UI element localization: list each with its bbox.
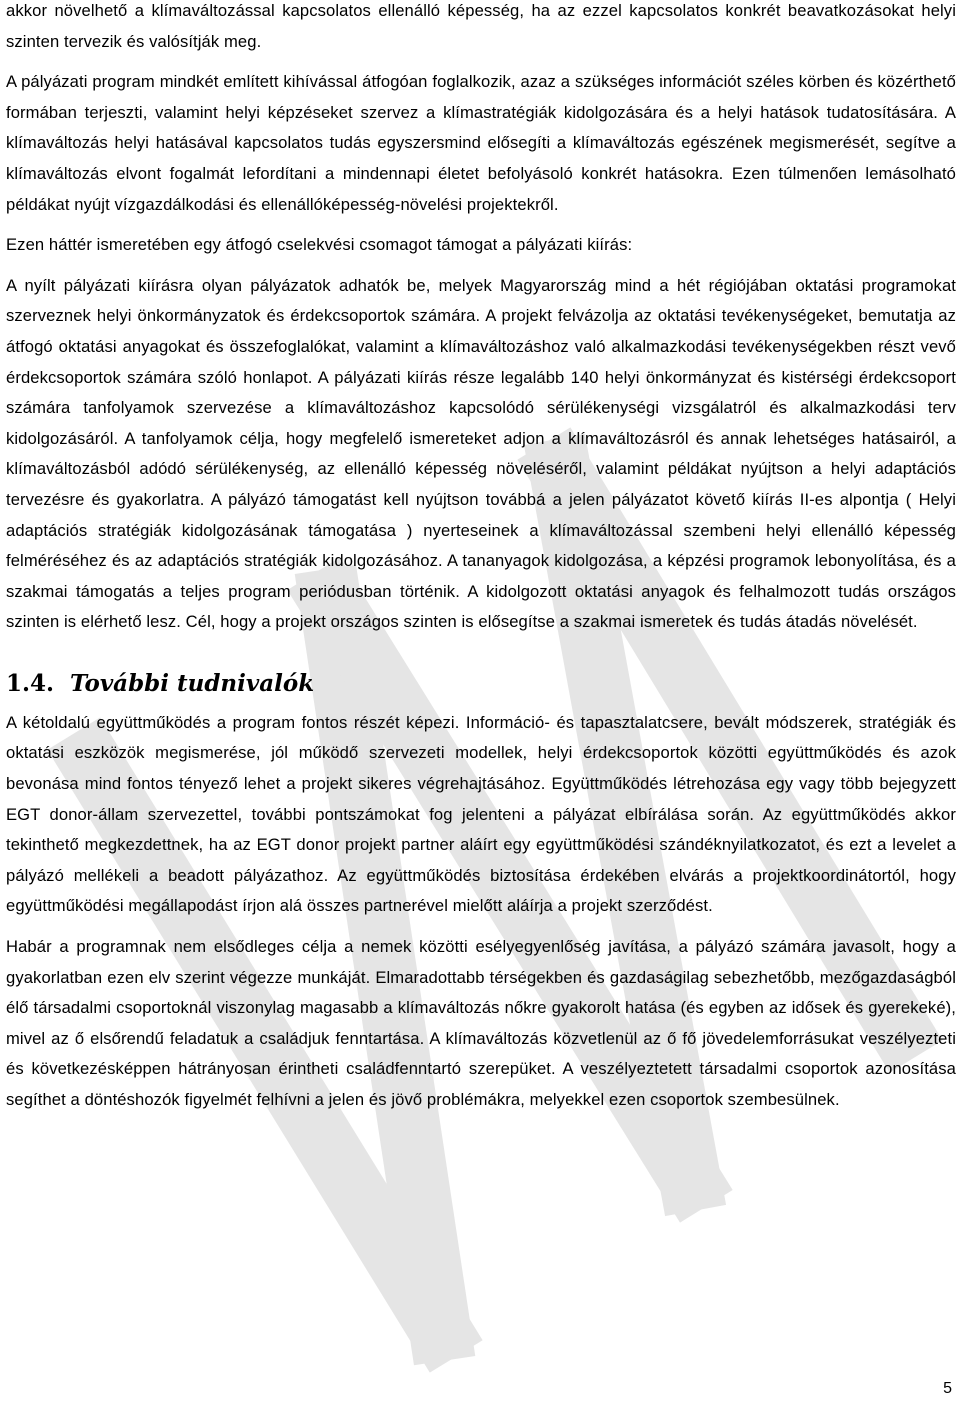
paragraph-program: A pályázati program mindkét említett kihívással átfogóan foglalkozik, azaz a szükséges információt széles körben és közérthető formában terjeszti, valamint helyi képzéseket szervez a klímastratégiák kidolgozására és a helyi hatások tudatosítására. A klímaváltozás helyi hatásával kapcsolatos tudás egyszersmind elősegíti a klímaváltozás egészének megismerését, segítve a klímaváltozás elvont fogalmát lefordítani a mindennapi életet befolyásoló konkrét hatásokra. Ezen túlmenően lemásolható példákat nyújt vízgazdálkodási és ellenállóképesség-növelési projektekről. [6, 72, 956, 214]
section-title: További tudnivalók [70, 669, 315, 697]
paragraph-cooperation: A kétoldalú együttműködés a program fontos részét képezi. Információ- és tapasztalatcsere, bevált módszerek, stratégiák és oktatási eszközök megismerése, jól működő szervezeti modellek, helyi érdekcsoportok közötti együttműködés és azok bevonása mind fontos tényező lehet a projekt sikeres végrehajtásához. Együttműködés létrehozása egy vagy több bejegyzett EGT donor-állam szervezettel, további pontszámokat fog jelenteni a pályázat elbírálása során. Az együttműködés akkor tekinthető megkezdettnek, ha az EGT donor projekt partner aláírt egy együttműködési szándéknyilatkozatot, és ezt a levelet a pályázó mellékeli a beadott pályázathoz. Az együttműködés biztosítása érdekében elvárás a projektkoordinátortól, hogy együttműködési megállapodást írjon alá összes partnerével mielőtt aláírja a projekt szerződést. [6, 712, 956, 916]
paragraph-open-call: A nyílt pályázati kiírásra olyan pályázatok adhatók be, melyek Magyarország mind a hét régiójában oktatási programokat szerveznek helyi önkormányzatok és érdekcsoportok számára. A projekt felvázolja az oktatási tevékenységeket, bemutatja az átfogó oktatási anyagokat és összefoglalókat, valamint a klímaváltozáshoz való alkalmazkodási tevékenységekben részt vevő érdekcsoportok számára szóló honlapot. A pályázati kiírás része legalább 140 helyi önkormányzat és kistérségi érdekcsoport számára tanfolyamok szervezése a klímaváltozáshoz kapcsolódó sérülékenységi vizsgálatról és alkalmazkodási terv kidolgozásáról. A tanfolyamok célja, hogy megfelelő ismereteket adjon a klímaváltozásról és annak lehetséges hatásairól, a klímaváltozásból adódó sérülékenység, az ellenálló képesség növeléséről, valamint példákat nyújtson a helyi adaptációs tervezésre és gyakorlatra. A pályázó támogatást kell nyújtson továbbá a jelen pályázatot követő kiírás II-es alpontja ( Helyi adaptációs stratégiák kidolgozásának támogatása ) nyerteseinek a klímaváltozással szembeni helyi ellenálló képesség felméréséhez és az adaptációs stratégiák kidolgozásához. A tananyagok kidolgozása, a képzési programok lebonyolítása, és a szakmai támogatás a teljes program periódusban történik. A kidolgozott oktatási anyagok és felhalmozott tudás országos szinten is elérhető lesz. Cél, hogy a projekt országos szinten is elősegítse a szakmai ismeretek és tudás átadás növelését. [6, 275, 956, 632]
paragraph-intro: akkor növelhető a klímaváltozással kapcsolatos ellenálló képesség, ha az ezzel kapcsolatos konkrét beavatkozásokat helyi szinten tervezik és valósítják meg. [6, 1, 956, 51]
document-body [6, 0, 956, 1126]
section-number: 1.4. [6, 669, 55, 697]
paragraph-background: Ezen háttér ismeretében egy átfogó cselekvési csomagot támogat a pályázati kiírás: [6, 235, 633, 255]
page-number: 5 [943, 1380, 952, 1397]
section-heading [6, 666, 956, 702]
paragraph-gender-equality: Habár a programnak nem elsődleges célja a nemek közötti esélyegyenlőség javítása, a pályázó számára javasolt, hogy a gyakorlatban ezen elv szerint végezze munkáját. Elmaradottabb térségekben és gazdaságilag sebezhetőbb, mezőgazdaságból élő társadalmi csoportoknál viszonylag magasabb a klímaváltozás nőkre gyakorolt hatása (és egyben az idősek és gyerekeké), mivel az ő elsőrendű feladatuk a családjuk fenntartása. A klímaváltozás közvetlenül az ő fő jövedelemforrásukat veszélyezteti és következésképpen hátrányosan érintheti családfenntartó szerepüket. A veszélyeztetett társadalmi csoportok azonosítása segíthet a döntéshozók figyelmét felhívni a jelen és jövő problémákra, melyekkel ezen csoportok szembesülnek. [6, 937, 956, 1109]
